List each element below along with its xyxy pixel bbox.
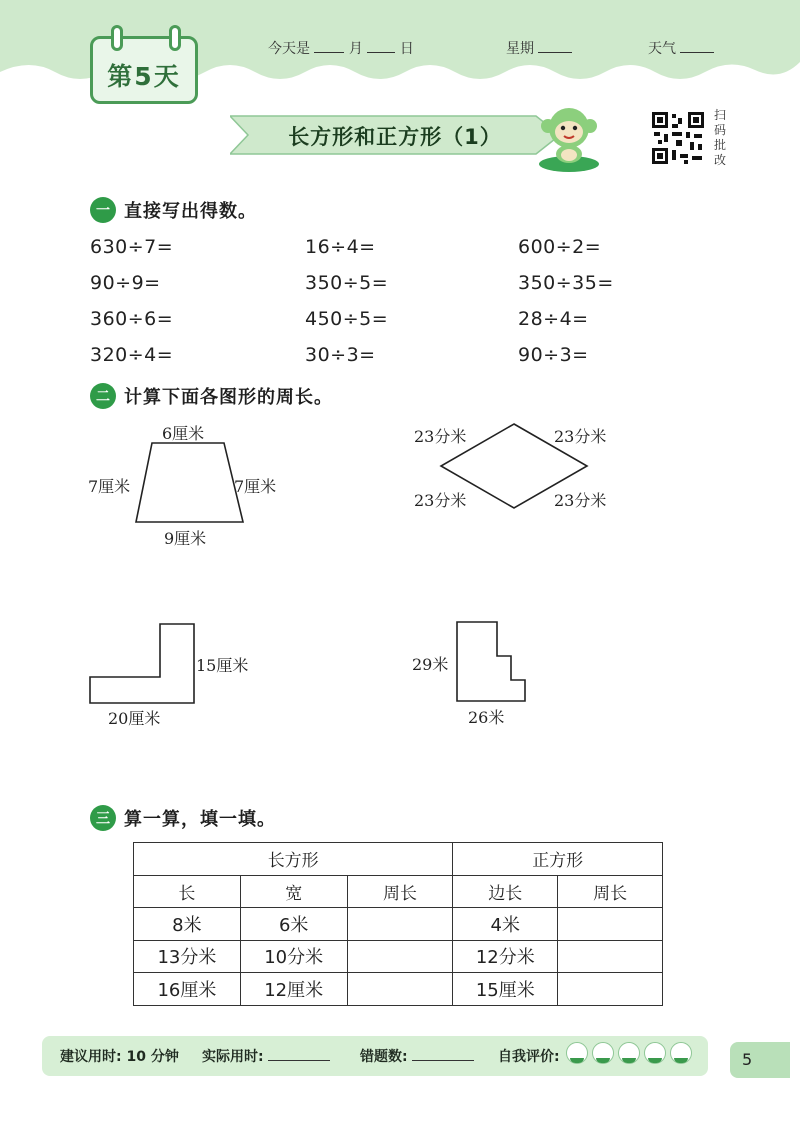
table-cell: 13分米 xyxy=(134,940,241,973)
problem[interactable]: 90÷9= xyxy=(90,272,161,294)
problem[interactable]: 350÷5= xyxy=(305,272,389,294)
problem[interactable]: 30÷3= xyxy=(305,344,376,366)
section-number-badge: 一 xyxy=(90,197,116,223)
table-row xyxy=(134,940,663,973)
page-title: 长方形和正方形（1） xyxy=(288,125,502,149)
actual-time-blank[interactable] xyxy=(268,1047,330,1061)
smiley-rating-icon[interactable] xyxy=(670,1042,692,1064)
problem[interactable]: 350÷35= xyxy=(518,272,614,294)
column-header: 周长 xyxy=(347,875,453,908)
weather-label: 天气 xyxy=(648,41,676,57)
l-shape xyxy=(90,624,194,703)
qr-caption-char: 批 xyxy=(713,138,726,152)
trapezoid-top-label: 6厘米 xyxy=(162,424,205,443)
smiley-rating-icon[interactable] xyxy=(618,1042,640,1064)
step-shape-height-label: 29米 xyxy=(412,655,449,674)
problem[interactable]: 28÷4= xyxy=(518,308,589,330)
section-title: 直接写出得数。 xyxy=(124,201,257,222)
problem[interactable]: 320÷4= xyxy=(90,344,174,366)
self-eval-label: 自我评价: xyxy=(498,1049,560,1065)
trapezoid-right-label: 7厘米 xyxy=(234,477,277,496)
trapezoid-shape xyxy=(136,443,243,522)
smiley-rating-icon[interactable] xyxy=(566,1042,588,1064)
rhombus-side-label: 23分米 xyxy=(414,427,467,446)
column-header: 边长 xyxy=(453,875,558,908)
step-shape xyxy=(457,622,525,701)
section-number-badge: 三 xyxy=(90,805,116,831)
problem[interactable]: 90÷3= xyxy=(518,344,589,366)
answer-cell[interactable] xyxy=(347,940,453,973)
section-title: 计算下面各图形的周长。 xyxy=(124,387,333,408)
trapezoid-bottom-label: 9厘米 xyxy=(164,529,207,548)
table-cell: 16厘米 xyxy=(134,973,241,1006)
l-shape-height-label: 15厘米 xyxy=(196,656,249,675)
table-cell: 6米 xyxy=(240,908,347,941)
weekday-label: 星期 xyxy=(506,41,534,57)
smiley-rating-icon[interactable] xyxy=(592,1042,614,1064)
problem[interactable]: 360÷6= xyxy=(90,308,174,330)
table-cell: 8米 xyxy=(134,908,241,941)
answer-cell[interactable] xyxy=(558,908,663,941)
column-header: 长 xyxy=(134,875,241,908)
problem[interactable]: 16÷4= xyxy=(305,236,376,258)
wrong-count-blank[interactable] xyxy=(412,1047,474,1061)
wrong-count-label: 错题数: xyxy=(360,1049,408,1065)
square-group-header: 正方形 xyxy=(453,843,663,876)
day-label: 第5天 xyxy=(107,62,181,91)
qr-caption-char: 码 xyxy=(713,123,726,137)
column-header: 宽 xyxy=(240,875,347,908)
step-shape-width-label: 26米 xyxy=(468,708,505,727)
wrong-count-field[interactable] xyxy=(360,1046,474,1066)
smiley-rating-icon[interactable] xyxy=(644,1042,666,1064)
l-shape-width-label: 20厘米 xyxy=(108,709,161,728)
table-cell: 10分米 xyxy=(240,940,347,973)
today-is-label: 今天是 xyxy=(268,41,310,57)
answer-cell[interactable] xyxy=(347,973,453,1006)
rhombus-side-label: 23分米 xyxy=(554,427,607,446)
page-tab xyxy=(730,1042,790,1078)
problem[interactable]: 630÷7= xyxy=(90,236,174,258)
rectangle-group-header: 长方形 xyxy=(134,843,453,876)
table-cell: 15厘米 xyxy=(453,973,558,1006)
answer-cell[interactable] xyxy=(347,908,453,941)
answer-cell[interactable] xyxy=(558,940,663,973)
fill-in-table xyxy=(133,842,663,1006)
page-number: 5 xyxy=(742,1050,753,1069)
rhombus-side-label: 23分米 xyxy=(414,491,467,510)
trapezoid-left-label: 7厘米 xyxy=(88,477,131,496)
suggested-time: 建议用时: 10 分钟 xyxy=(60,1049,179,1065)
footer-band xyxy=(42,1036,708,1076)
day-unit-label: 日 xyxy=(399,41,414,57)
table-row xyxy=(134,973,663,1006)
table-row xyxy=(134,908,663,941)
table-cell: 4米 xyxy=(453,908,558,941)
rhombus-side-label: 23分米 xyxy=(554,491,607,510)
month-label: 月 xyxy=(348,41,363,57)
section-number-badge: 二 xyxy=(90,383,116,409)
column-header: 周长 xyxy=(558,875,663,908)
table-cell: 12分米 xyxy=(453,940,558,973)
problem[interactable]: 600÷2= xyxy=(518,236,602,258)
qr-caption-char: 扫 xyxy=(713,108,726,122)
section-title: 算一算，填一填。 xyxy=(124,809,276,830)
actual-time-label: 实际用时: xyxy=(202,1049,264,1065)
problem[interactable]: 450÷5= xyxy=(305,308,389,330)
qr-caption-char: 改 xyxy=(713,153,726,167)
section-3-header xyxy=(90,804,276,832)
actual-time-field[interactable] xyxy=(202,1046,330,1066)
answer-cell[interactable] xyxy=(558,973,663,1006)
table-cell: 12厘米 xyxy=(240,973,347,1006)
